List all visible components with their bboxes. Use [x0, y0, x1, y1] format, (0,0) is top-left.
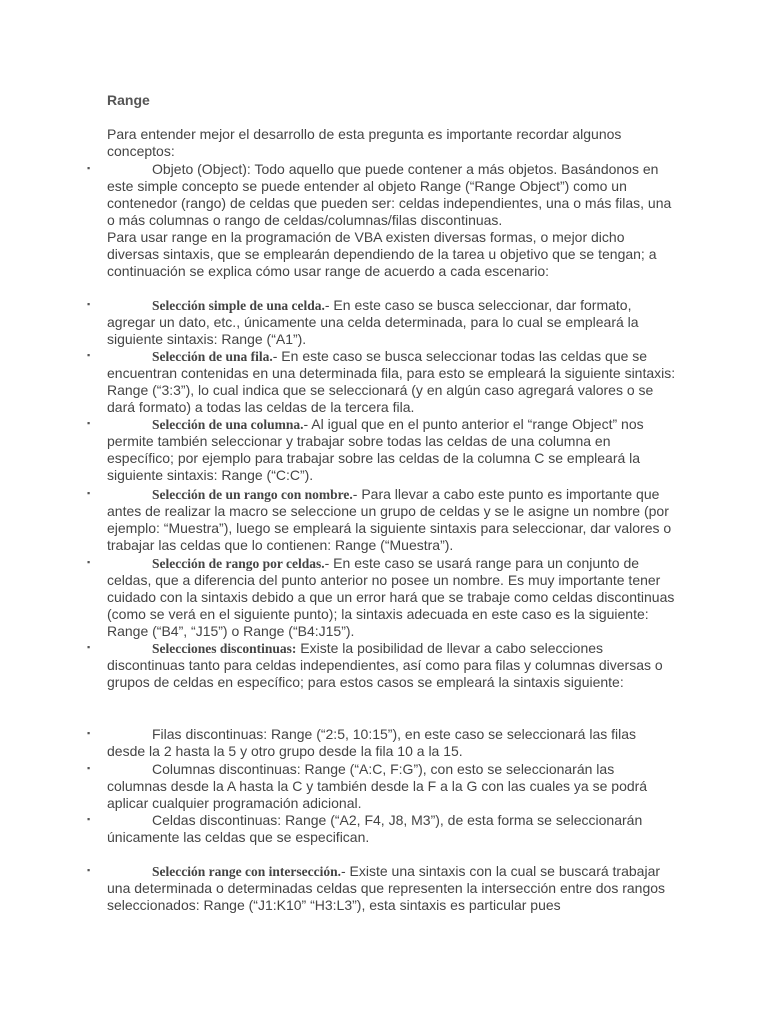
item-heading: Selección de una columna.	[152, 417, 304, 432]
list-item-single-cell	[107, 297, 677, 348]
bullet-icon: ▪	[87, 418, 91, 428]
item-heading: Selección simple de una celda.	[152, 298, 325, 313]
item-text: - Existe una sintaxis con la cual se buscará trabajar una determinada o determinadas celdas que representen la intersección entre dos rangos seleccionados: Range (“J1:K10” “H3:L3”), esta sintaxis es particular pues	[107, 863, 666, 913]
item-heading: Selección de una fila.	[152, 349, 273, 364]
item-heading: Selecciones discontinuas:	[152, 641, 297, 656]
item-text: - En este caso se busca seleccionar, dar formato, agregar un dato, etc., únicamente una celda determinada, para lo cual se empleará la siguiente sintaxis: Range (“A1”).	[107, 297, 639, 347]
sub-item-text: Filas discontinuas: Range (“2:5, 10:15”), en este caso se seleccionará las filas desde la 2 hasta la 5 y otro grupo desde la fila 10 a la 15.	[107, 726, 637, 759]
section-title: Range	[107, 92, 150, 108]
usage-paragraph: Para usar range en la programación de VBA existen diversas formas, o mejor dicho diversas sintaxis, que se emplearán dependiendo de la tarea u objetivo que se tengan; a continuación se explica cómo usar range de acuerdo a cada escenario:	[107, 229, 657, 279]
sub-item-text: Columnas discontinuas: Range (“A:C, F:G”), con esto se seleccionarán las columnas desde la A hasta la C y también desde la F a la G con las cuales ya se podrá aplicar cualquier programación adicional.	[107, 761, 648, 811]
bullet-icon: ▪	[87, 814, 91, 824]
bullet-icon: ▪	[87, 557, 91, 567]
item-heading: Selección range con intersección.	[152, 864, 341, 879]
bullet-icon: ▪	[87, 865, 91, 875]
item-text: Existe la posibilidad de llevar a cabo selecciones discontinuas tanto para celdas independientes, así como para filas y columnas diversas o grupos de celdas en específico; para estos casos se empleará la sintaxis siguiente:	[107, 640, 663, 690]
list-item-row	[107, 348, 677, 416]
sub-item-columns	[107, 761, 677, 812]
bullet-icon: ▪	[87, 728, 91, 738]
intro-paragraph: Para entender mejor el desarrollo de esta pregunta es importante recordar algunos conceptos:	[107, 126, 622, 159]
sub-item-cells	[107, 812, 677, 846]
item-text: - En este caso se busca seleccionar todas las celdas que se encuentran contenidas en una determinada fila, para esto se empleará la siguiente sintaxis: Range (“3:3”), lo cual indica que se seleccionará (y en algún caso agregará valores o se dará formato) a todas las celdas de la tercera fila.	[107, 348, 676, 415]
list-item-intersection	[107, 863, 677, 914]
list-item-column	[107, 416, 677, 484]
bullet-icon: ▪	[87, 488, 91, 498]
bullet-icon: ▪	[87, 350, 91, 360]
item-heading: Selección de rango por celdas.	[152, 556, 325, 571]
list-item-cell-range	[107, 555, 677, 640]
bullet-icon: ▪	[87, 299, 91, 309]
object-definition-text: Objeto (Object): Todo aquello que puede contener a más objetos. Basándonos en este simple concepto se puede entender al objeto Range (“Range Object”) como un contenedor (rango) de celdas que pueden ser: celdas independientes, una o más filas, una o más columnas o rango de celdas/columnas/filas discontinuas.	[107, 161, 672, 228]
item-text: - Al igual que en el punto anterior el “range Object” nos permite también seleccionar y trabajar sobre todas las celdas de una columna en específico; por ejemplo para trabajar sobre las celdas de la columna C se empleará la siguiente sintaxis: Range (“C:C”).	[107, 416, 644, 483]
sub-item-text: Celdas discontinuas: Range (“A2, F4, J8, M3”), de esta forma se seleccionarán únicamente las celdas que se especifican.	[107, 812, 643, 845]
bullet-icon: ▪	[87, 642, 91, 652]
list-item-named-range	[107, 486, 677, 554]
sub-item-rows	[107, 726, 677, 760]
bullet-icon: ▪	[87, 763, 91, 773]
item-heading: Selección de un rango con nombre.	[152, 487, 353, 502]
item-text: - En este caso se usará range para un conjunto de celdas, que a diferencia del punto anterior no posee un nombre. Es muy importante tener cuidado con la sintaxis debido a que un error hará que se trabaje como celdas discontinuas (como se verá en el siguiente punto); la sintaxis adecuada en este caso es la siguiente: Range (“B4”, “J15”) o Range (“B4:J15”).	[107, 555, 675, 639]
list-item-discontinuous	[107, 640, 677, 691]
bullet-icon: ▪	[87, 163, 91, 173]
object-definition-item	[107, 161, 677, 280]
item-text: - Para llevar a cabo este punto es importante que antes de realizar la macro se seleccione un grupo de celdas y se le asigne un nombre (por ejemplo: “Muestra”), luego se empleará la siguiente sintaxis para seleccionar, dar valores o trabajar las celdas que lo contienen: Range (“Muestra”).	[107, 486, 672, 553]
